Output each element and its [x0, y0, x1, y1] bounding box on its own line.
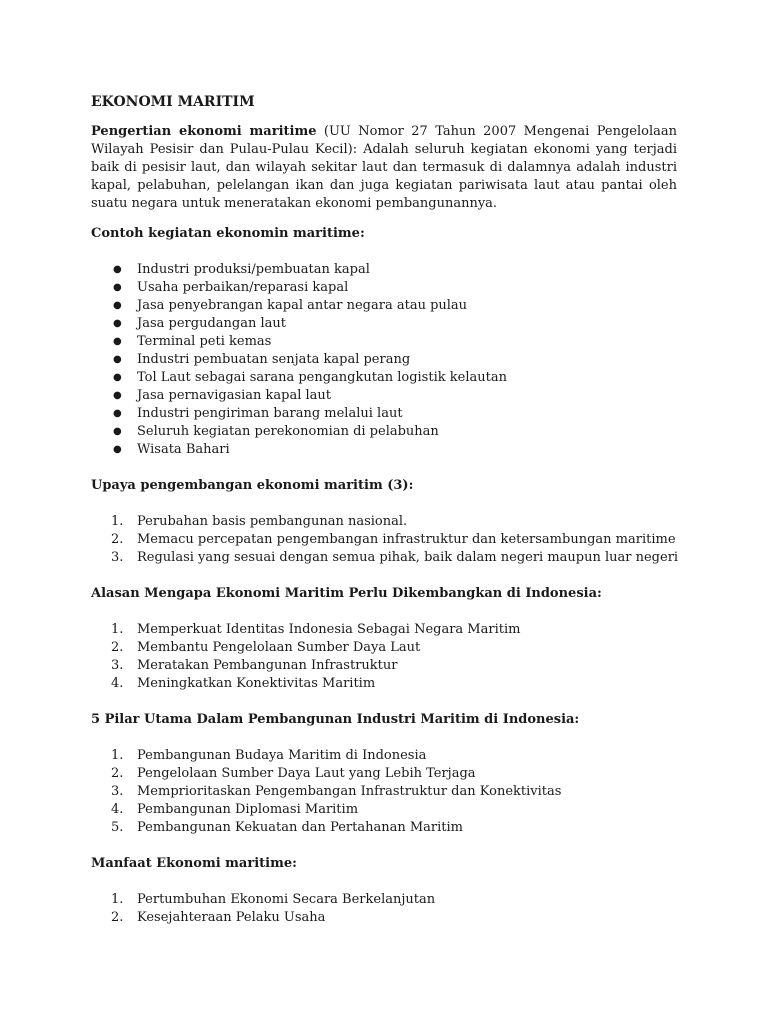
list-number: 2. [111, 766, 124, 781]
document-title: EKONOMI MARITIM [91, 94, 255, 110]
bullet-icon: ● [113, 318, 122, 329]
bullet-icon: ● [113, 300, 122, 311]
list-item-text: Pengelolaan Sumber Daya Laut yang Lebih Terjaga [137, 766, 476, 781]
list-number: 5. [111, 820, 124, 835]
list-item [91, 747, 677, 765]
list-item [91, 657, 677, 675]
list-item-text: Membantu Pengelolaan Sumber Daya Laut [137, 640, 421, 655]
list-number: 3. [111, 550, 124, 565]
bullet-icon: ● [113, 426, 122, 437]
section-heading: Contoh kegiatan ekonomin maritime: [91, 226, 365, 241]
list-item [91, 801, 677, 819]
bullet-icon: ● [113, 408, 122, 419]
list-item [91, 909, 677, 927]
intro-term: Pengertian ekonomi maritime [91, 124, 317, 139]
numbered-list [91, 747, 677, 837]
list-item-text: Usaha perbaikan/reparasi kapal [137, 280, 349, 295]
list-item [91, 423, 677, 441]
list-item-text: Tol Laut sebagai sarana pengangkutan logistik kelautan [137, 370, 507, 385]
intro-definition: (UU Nomor 27 Tahun 2007 Mengenai Pengelolaan Wilayah Pesisir dan Pulau-Pulau Kecil): Adalah seluruh kegiatan ekonomi yang terjadi baik di pesisir laut, dan wilayah sekitar laut dan termasuk di dalamnya adalah industri kapal, pelabuhan, pelelangan ikan dan juga kegiatan pariwisata laut atau pantai oleh suatu negara untuk meneratakan ekonomi pembangunannya. [91, 124, 677, 211]
section-heading: Upaya pengembangan ekonomi maritim (3): [91, 478, 414, 493]
bullet-icon: ● [113, 282, 122, 293]
list-item [91, 549, 677, 567]
list-item [91, 621, 677, 639]
list-item [91, 279, 677, 297]
list-item [91, 297, 677, 315]
list-item-text: Jasa penyebrangan kapal antar negara atau pulau [137, 298, 468, 313]
list-item [91, 387, 677, 405]
list-number: 1. [111, 622, 124, 637]
list-number: 3. [111, 658, 124, 673]
list-item [91, 783, 677, 801]
list-item-text: Meningkatkan Konektivitas Maritim [137, 676, 376, 691]
list-item [91, 315, 677, 333]
list-item-text: Pembangunan Kekuatan dan Pertahanan Maritim [137, 820, 464, 835]
list-item-text: Wisata Bahari [137, 442, 230, 457]
list-item-text: Pertumbuhan Ekonomi Secara Berkelanjutan [137, 892, 436, 907]
list-item-text: Industri pengiriman barang melalui laut [137, 406, 403, 421]
list-item [91, 531, 677, 549]
list-item-text: Regulasi yang sesuai dengan semua pihak, baik dalam negeri maupun luar negeri [137, 550, 679, 565]
intro-paragraph [91, 123, 677, 213]
list-item-text: Industri produksi/pembuatan kapal [137, 262, 370, 277]
list-item [91, 333, 677, 351]
list-item-text: Jasa pernavigasian kapal laut [137, 388, 332, 403]
list-number: 2. [111, 640, 124, 655]
bullet-list [91, 261, 677, 459]
list-number: 4. [111, 676, 124, 691]
list-item-text: Memacu percepatan pengembangan infrastruktur dan ketersambungan maritime [137, 532, 676, 547]
list-item [91, 819, 677, 837]
bullet-icon: ● [113, 390, 122, 401]
section-heading: Alasan Mengapa Ekonomi Maritim Perlu Dikembangkan di Indonesia: [91, 586, 602, 601]
list-item [91, 351, 677, 369]
document-page [91, 93, 677, 945]
list-item-text: Pembangunan Diplomasi Maritim [137, 802, 359, 817]
list-item-text: Industri pembuatan senjata kapal perang [137, 352, 411, 367]
list-number: 1. [111, 514, 124, 529]
numbered-list [91, 513, 677, 567]
list-number: 2. [111, 910, 124, 925]
section-heading: Manfaat Ekonomi maritime: [91, 856, 297, 871]
list-item-text: Pembangunan Budaya Maritim di Indonesia [137, 748, 427, 763]
list-item [91, 639, 677, 657]
list-number: 3. [111, 784, 124, 799]
list-item-text: Terminal peti kemas [137, 334, 272, 349]
list-item-text: Seluruh kegiatan perekonomian di pelabuhan [137, 424, 439, 439]
list-number: 2. [111, 532, 124, 547]
numbered-list [91, 621, 677, 693]
list-item [91, 441, 677, 459]
list-item-text: Memperkuat Identitas Indonesia Sebagai Negara Maritim [137, 622, 521, 637]
list-number: 1. [111, 748, 124, 763]
list-item-text: Perubahan basis pembangunan nasional. [137, 514, 408, 529]
list-item [91, 891, 677, 909]
bullet-icon: ● [113, 372, 122, 383]
list-item [91, 513, 677, 531]
list-item [91, 765, 677, 783]
bullet-icon: ● [113, 264, 122, 275]
list-item-text: Meratakan Pembangunan Infrastruktur [137, 658, 398, 673]
list-number: 1. [111, 892, 124, 907]
list-item [91, 261, 677, 279]
sections-container [91, 225, 677, 927]
list-number: 4. [111, 802, 124, 817]
list-item-text: Kesejahteraan Pelaku Usaha [137, 910, 326, 925]
bullet-icon: ● [113, 444, 122, 455]
section-heading: 5 Pilar Utama Dalam Pembangunan Industri Maritim di Indonesia: [91, 712, 580, 727]
list-item [91, 675, 677, 693]
bullet-icon: ● [113, 336, 122, 347]
numbered-list [91, 891, 677, 927]
list-item [91, 405, 677, 423]
bullet-icon: ● [113, 354, 122, 365]
list-item [91, 369, 677, 387]
list-item-text: Memprioritaskan Pengembangan Infrastruktur dan Konektivitas [137, 784, 562, 799]
list-item-text: Jasa pergudangan laut [137, 316, 286, 331]
